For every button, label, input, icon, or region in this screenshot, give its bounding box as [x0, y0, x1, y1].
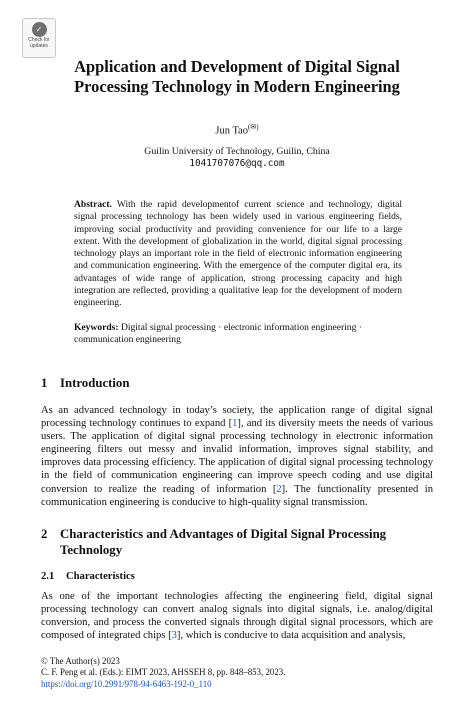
abstract-text: With the rapid developmentof current science and technology, digital signal processing technology has been widely used in various engineering fields, improving social productivity and providing convenience for our life to a large extent. With the development of globalization in the world, digital signal processing technology plays an important role in the field of electronic information engineering and communication engineering. With the emergence of the computer digital era, its advantages of wide range of application, strong processing capacity and high integration are reflected, providing a qualitative leap for the development of modern engineering.: [74, 199, 402, 308]
paper-title: [40, 57, 434, 97]
badge-label-line2: updates: [30, 42, 48, 49]
subsection-2-1-number: 2.1: [41, 571, 55, 582]
keywords-text: Digital signal processing · electronic information engineering · communication engineering: [74, 322, 362, 346]
keywords: [74, 322, 402, 347]
author-name: Jun Tao: [215, 125, 249, 137]
keywords-label: Keywords:: [74, 322, 119, 333]
abstract: [74, 199, 402, 309]
introduction-paragraph: [41, 404, 433, 509]
citation-link-3[interactable]: 3: [171, 630, 177, 642]
page-footer: [41, 656, 433, 690]
section-2-heading: [41, 526, 433, 558]
badge-label-line1: Check for: [28, 37, 50, 43]
intro-text-a: As an advanced technology in today’s society, the application range of digital signal processing technology continues to expand [: [41, 405, 433, 430]
subsection-2-1-title: Characteristics: [66, 571, 135, 582]
char-text-b: ], which is conducive to data acquisition and analysis,: [176, 630, 406, 642]
section-1-number: 1: [41, 376, 48, 390]
title-line-2: Processing Technology in Modern Engineering: [74, 77, 400, 96]
author-line: [40, 121, 434, 138]
abstract-label: Abstract.: [74, 199, 112, 210]
check-for-updates-badge[interactable]: [22, 18, 56, 58]
author-email[interactable]: 1041707076@qq.com: [189, 158, 285, 169]
check-circle-icon: ✓: [32, 22, 47, 37]
title-line-1: Application and Development of Digital Signal: [74, 57, 400, 76]
citation-link-2[interactable]: 2: [276, 483, 282, 495]
intro-text-c: ]. The functionality presented in communication engineering is conducive to high-quality signal transmission.: [41, 483, 434, 508]
affiliation: Guilin University of Technology, Guilin, China: [144, 146, 330, 157]
characteristics-paragraph: [41, 590, 433, 642]
citation-link-1[interactable]: 1: [232, 418, 238, 430]
intro-text-b: ], and its diversity meets the needs of various users. The application of digital signal processing technology in electronic information engineering filters out messy and invalid information, improves signal stability, and improves data processing efficiency. The application of digital signal processing technology in the field of communication engineering can improve speech coding and use digital conversion to realize the reading of information [: [41, 418, 433, 495]
citation-info: C. F. Peng et al. (Eds.): EIMT 2023, AHSSEH 8, pp. 848–853, 2023.: [41, 667, 286, 678]
section-1-title: Introduction: [60, 376, 130, 390]
doi-link[interactable]: https://doi.org/10.2991/978-94-6463-192-0_110: [41, 678, 212, 689]
section-2-number: 2: [41, 527, 48, 541]
subsection-2-1-heading: [41, 570, 135, 583]
section-1-heading: [41, 375, 129, 391]
char-text-a: As one of the important technologies affecting the engineering field, digital signal processing technology can convert analog signals into digital signals, i.e. analog/digital conversion, and process the converted signals through digital signal processors, which are composed of integrated chips [: [41, 591, 433, 642]
corresponding-author-mark[interactable]: (✉): [248, 123, 259, 131]
section-2-title: Characteristics and Advantages of Digital Signal Processing Technology: [60, 527, 387, 557]
copyright-notice: © The Author(s) 2023: [41, 656, 120, 666]
